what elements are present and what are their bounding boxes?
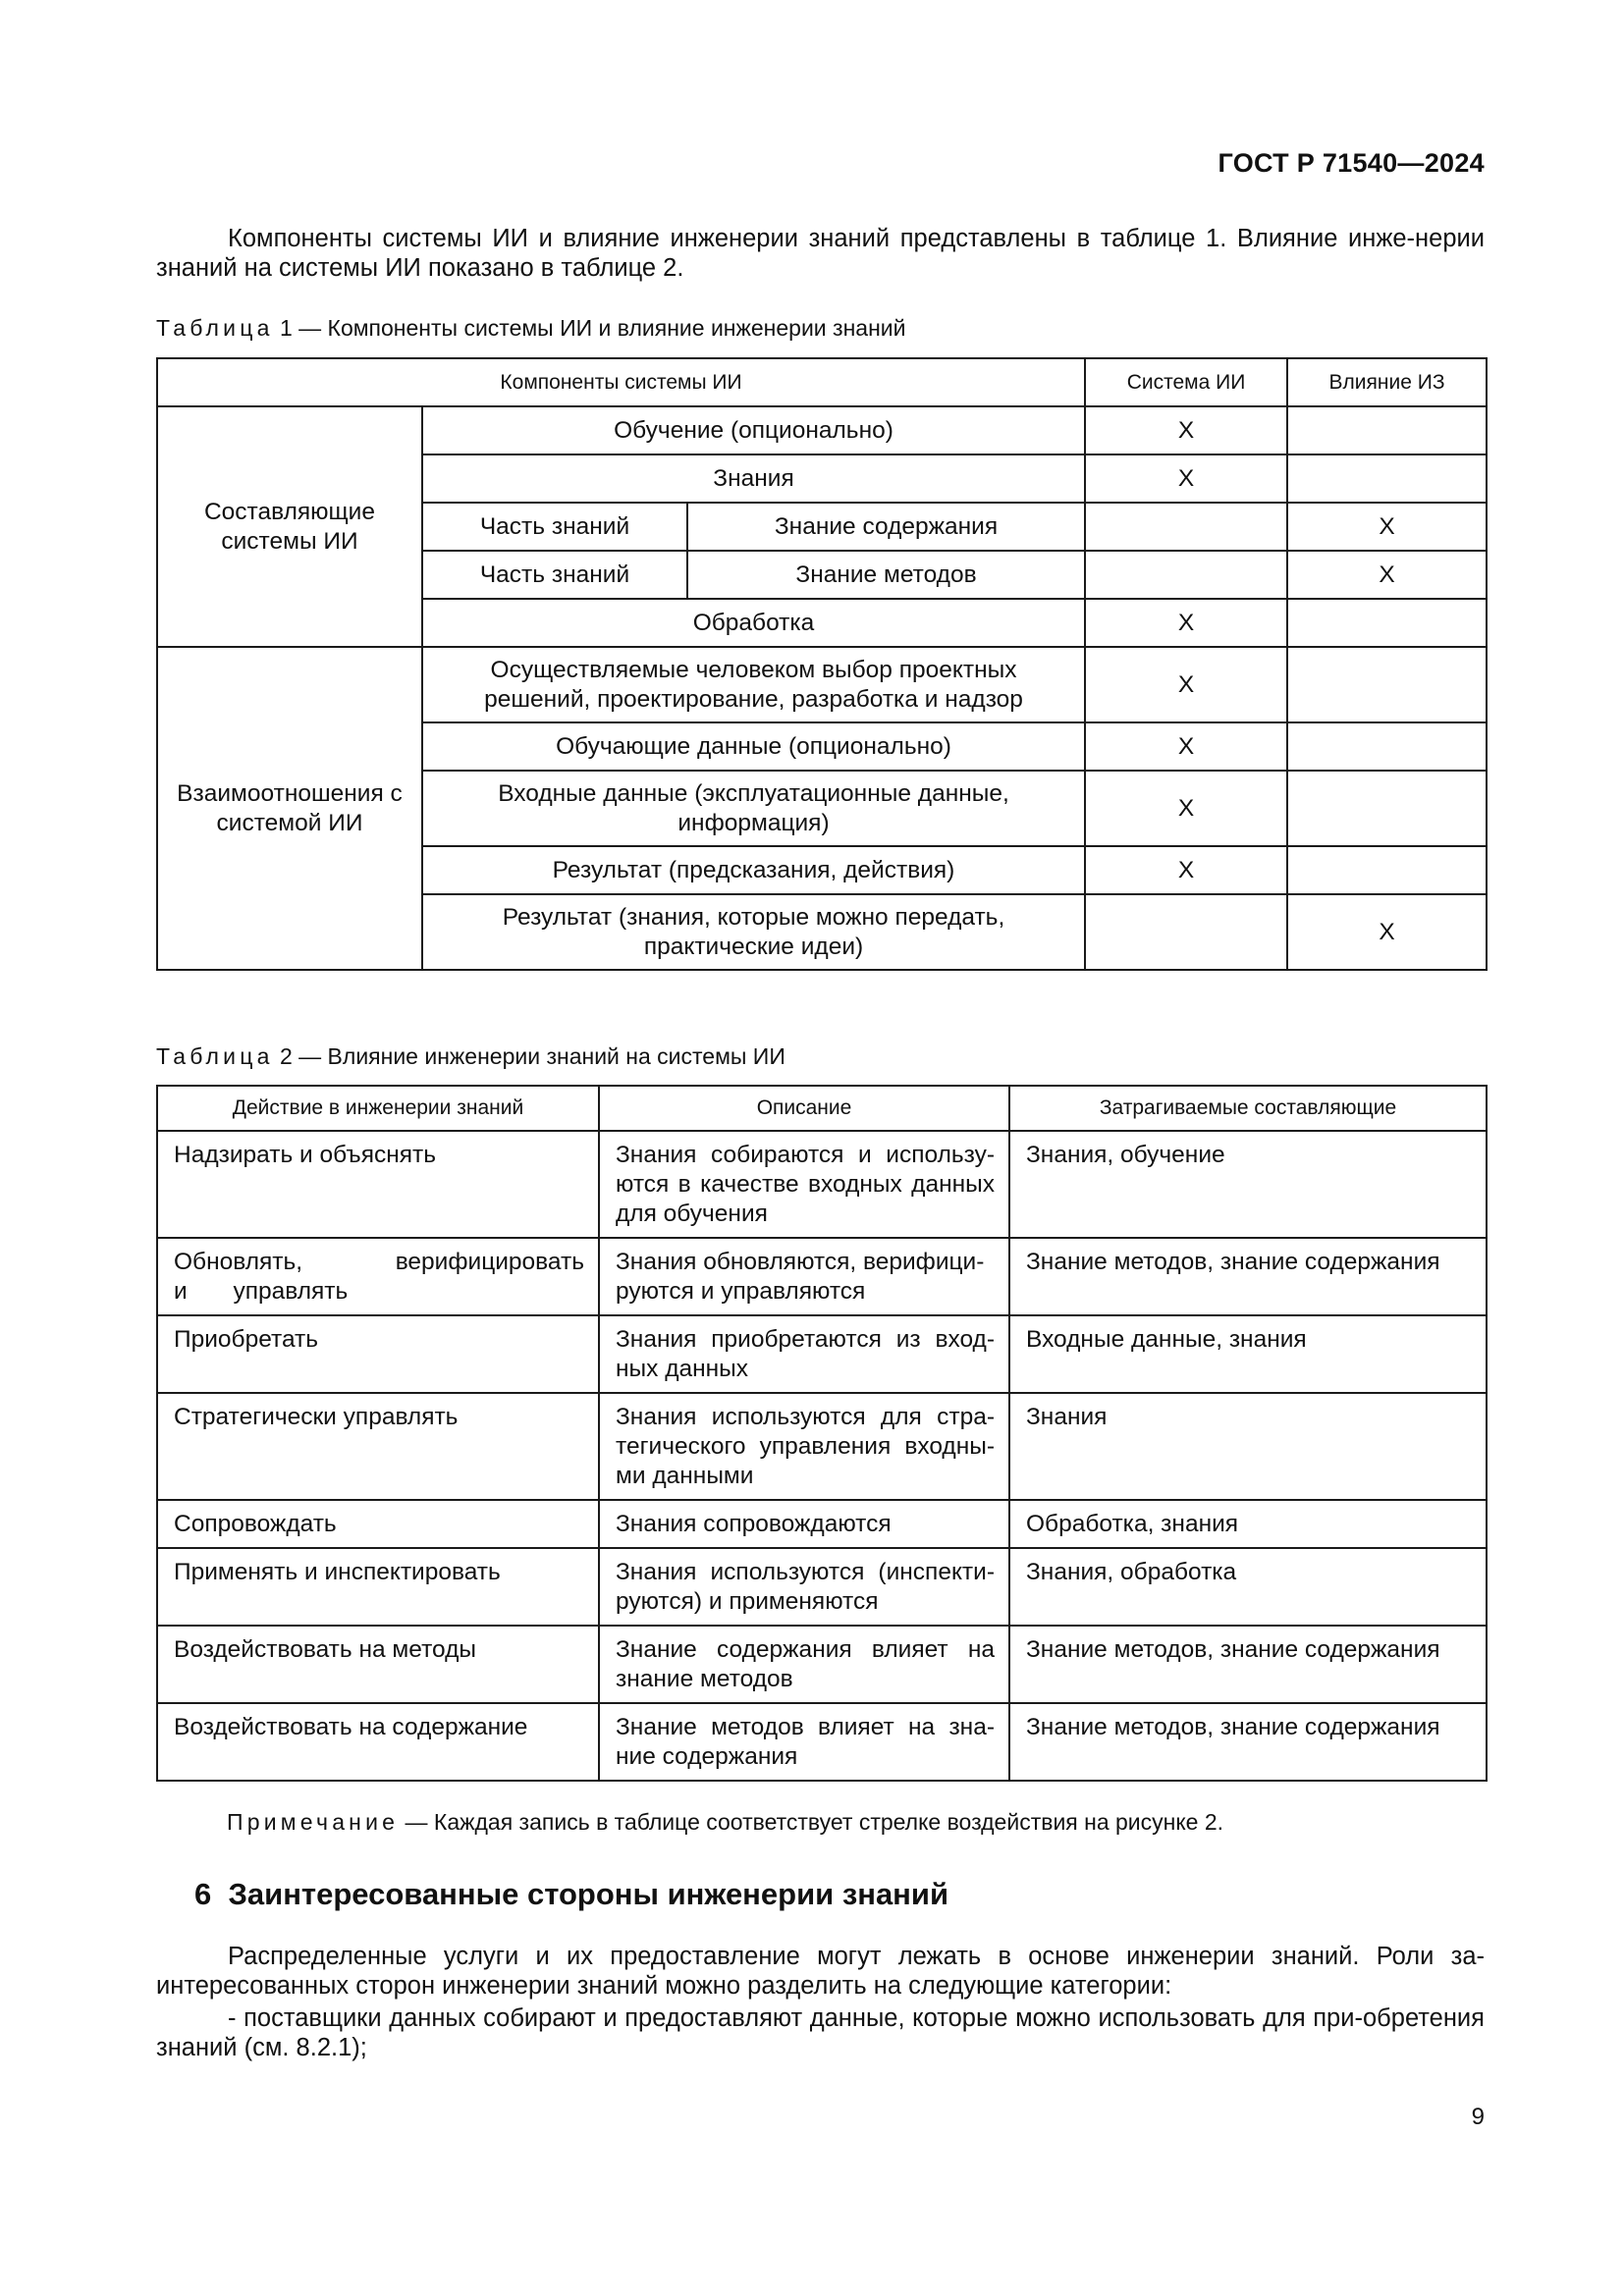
table2-note bbox=[227, 1809, 1223, 1836]
table1-row-part: Часть знаний bbox=[422, 551, 687, 599]
table1-row-part: Часть знаний bbox=[422, 503, 687, 551]
table2-affected-cell: Знания, обработка bbox=[1009, 1548, 1487, 1626]
table2-description-cell: Знание содержания влияет на знание методов bbox=[599, 1626, 1009, 1703]
table2-header-action: Действие в инженерии знаний bbox=[157, 1086, 599, 1131]
note-label: Примечание bbox=[227, 1809, 400, 1835]
table1-system-mark: X bbox=[1085, 846, 1287, 894]
table1-row-label: Осуществляемые человеком выбор проектных решений, проектирование, разработка и надзор bbox=[422, 647, 1085, 722]
table1-row-label: Обработка bbox=[422, 599, 1085, 647]
note-text: — Каждая запись в таблице соответствует стрелке воздействия на рисунке 2. bbox=[405, 1809, 1224, 1835]
section-heading bbox=[194, 1877, 948, 1912]
table1-influence-mark bbox=[1287, 406, 1487, 454]
table2-action-cell: Обновлять, верифицировать и управлять bbox=[157, 1238, 599, 1315]
table1-system-mark: X bbox=[1085, 647, 1287, 722]
table1-row-label: Результат (предсказания, действия) bbox=[422, 846, 1085, 894]
table2-affected-cell: Знания, обучение bbox=[1009, 1131, 1487, 1238]
table1-header-components: Компоненты системы ИИ bbox=[157, 358, 1085, 406]
table1-system-mark: X bbox=[1085, 406, 1287, 454]
table1-influence-mark bbox=[1287, 846, 1487, 894]
table1-row-label: Результат (знания, которые можно передать, практические идеи) bbox=[422, 894, 1085, 970]
table2-caption bbox=[156, 1043, 785, 1070]
table2-action-cell: Воздействовать на содержание bbox=[157, 1703, 599, 1781]
table1-influence-mark: X bbox=[1287, 551, 1487, 599]
table2-description-cell: Знания сопровождаются bbox=[599, 1500, 1009, 1548]
intro-paragraph: Компоненты системы ИИ и влияние инженерии знаний представлены в таблице 1. Влияние инже-нерии знаний на системы ИИ показано в таблице 2. bbox=[156, 225, 1485, 282]
table-1 bbox=[156, 357, 1488, 971]
table2-affected-cell: Входные данные, знания bbox=[1009, 1315, 1487, 1393]
table2-affected-cell: Знание методов, знание содержания bbox=[1009, 1626, 1487, 1703]
table1-system-mark: X bbox=[1085, 771, 1287, 846]
table1-row-label: Обучение (опционально) bbox=[422, 406, 1085, 454]
table1-system-mark: X bbox=[1085, 454, 1287, 503]
table2-action-cell: Сопровождать bbox=[157, 1500, 599, 1548]
table1-header-system: Система ИИ bbox=[1085, 358, 1287, 406]
table1-influence-mark: X bbox=[1287, 894, 1487, 970]
table1-row-label: Обучающие данные (опционально) bbox=[422, 722, 1085, 771]
table-2 bbox=[156, 1085, 1488, 1782]
table2-action-cell: Стратегически управлять bbox=[157, 1393, 599, 1500]
list-item: - поставщики данных собирают и предоставляют данные, которые можно использовать для при-обретения знаний (см. 8.2.1); bbox=[156, 2004, 1485, 2061]
table2-affected-cell: Знание методов, знание содержания bbox=[1009, 1703, 1487, 1781]
table2-caption-text: 2 — Влияние инженерии знаний на системы ИИ bbox=[279, 1043, 785, 1069]
table1-group-relations: Взаимоотношения с системой ИИ bbox=[157, 647, 422, 970]
table1-row-label: Знание методов bbox=[687, 551, 1085, 599]
table1-system-mark bbox=[1085, 551, 1287, 599]
table2-header-description: Описание bbox=[599, 1086, 1009, 1131]
table2-caption-label: Таблица bbox=[156, 1043, 274, 1069]
table2-header-affected: Затрагиваемые составляющие bbox=[1009, 1086, 1487, 1131]
table1-header-influence: Влияние ИЗ bbox=[1287, 358, 1487, 406]
table2-action-cell: Применять и инспектировать bbox=[157, 1548, 599, 1626]
table1-system-mark: X bbox=[1085, 722, 1287, 771]
table1-system-mark: X bbox=[1085, 599, 1287, 647]
section-paragraph: Распределенные услуги и их предоставление могут лежать в основе инженерии знаний. Роли за-интересованных сторон инженерии знаний можно разделить на следующие категории: bbox=[156, 1943, 1485, 2000]
table2-action-cell: Надзирать и объяснять bbox=[157, 1131, 599, 1238]
table1-caption-text: 1 — Компоненты системы ИИ и влияние инженерии знаний bbox=[279, 315, 906, 341]
table1-row-label: Входные данные (эксплуатационные данные, информация) bbox=[422, 771, 1085, 846]
table1-influence-mark bbox=[1287, 722, 1487, 771]
table1-influence-mark bbox=[1287, 599, 1487, 647]
section-number: 6 bbox=[194, 1877, 212, 1911]
table1-influence-mark bbox=[1287, 647, 1487, 722]
table2-description-cell: Знания используются (инспекти-руются) и применяются bbox=[599, 1548, 1009, 1626]
table1-system-mark bbox=[1085, 503, 1287, 551]
table1-caption bbox=[156, 315, 905, 342]
table1-influence-mark bbox=[1287, 771, 1487, 846]
table1-influence-mark bbox=[1287, 454, 1487, 503]
table2-affected-cell: Знание методов, знание содержания bbox=[1009, 1238, 1487, 1315]
table2-description-cell: Знания используются для стра-тегического управления входны-ми данными bbox=[599, 1393, 1009, 1500]
table1-group-components: Составляющие системы ИИ bbox=[157, 406, 422, 647]
table2-affected-cell: Обработка, знания bbox=[1009, 1500, 1487, 1548]
table2-description-cell: Знания приобретаются из вход-ных данных bbox=[599, 1315, 1009, 1393]
table2-affected-cell: Знания bbox=[1009, 1393, 1487, 1500]
table2-description-cell: Знания собираются и использу-ются в качестве входных данных для обучения bbox=[599, 1131, 1009, 1238]
table1-row-label: Знания bbox=[422, 454, 1085, 503]
table2-action-cell: Воздействовать на методы bbox=[157, 1626, 599, 1703]
table1-caption-label: Таблица bbox=[156, 315, 274, 341]
table2-description-cell: Знания обновляются, верифици-руются и управляются bbox=[599, 1238, 1009, 1315]
page-number: 9 bbox=[1471, 2104, 1485, 2130]
table1-system-mark bbox=[1085, 894, 1287, 970]
table1-row-label: Знание содержания bbox=[687, 503, 1085, 551]
document-id: ГОСТ Р 71540—2024 bbox=[1218, 148, 1485, 178]
section-title: Заинтересованные стороны инженерии знаний bbox=[228, 1877, 949, 1911]
table2-action-cell: Приобретать bbox=[157, 1315, 599, 1393]
table1-influence-mark: X bbox=[1287, 503, 1487, 551]
table2-description-cell: Знание методов влияет на зна-ние содержания bbox=[599, 1703, 1009, 1781]
